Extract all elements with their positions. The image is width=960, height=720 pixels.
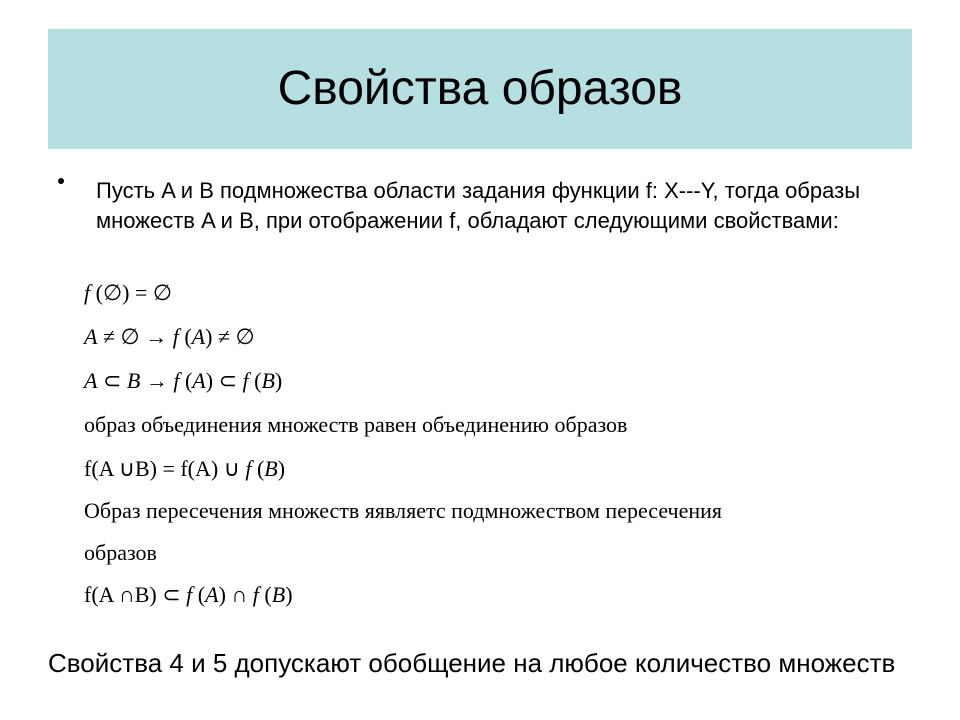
equals-symbol: = [134,280,148,305]
subset-symbol: ⊂ [218,368,238,393]
formula-subset: A ⊂ B → f (A) ⊂ f (B) [84,368,283,393]
arrow-symbol: → [145,324,168,349]
formula-nonempty: A ≠ ∅ → f (A) ≠ ∅ [84,324,255,349]
not-equal-symbol: ≠ [217,324,231,349]
union-symbol: ∪ [223,456,240,481]
subset-symbol: ⊂ [102,368,122,393]
intersection-symbol: ∩ [118,582,135,607]
empty-set-symbol: ∅ [235,324,255,349]
intro-text: Пусть A и B подмножества области задания функции f: X---Y, тогда образы множеств A и B, при отображении f, обладают следующими свойствами: [96,178,861,233]
intersection-property-text-line1: Образ пересечения множеств яявляетс подмножеством пересечения [84,498,723,523]
arrow-symbol: → [145,368,168,393]
conclusion-text: Свойства 4 и 5 допускают обобщение на любое количество множеств [48,648,896,678]
equals-symbol: = [162,456,175,481]
empty-set-symbol: ∅ [102,280,123,305]
slide-title: Свойства образов [277,62,683,115]
bullet-icon [58,178,64,184]
not-equal-symbol: ≠ [102,324,116,349]
formula-intersection: f(A ∩B) ⊂ f (A) ∩ f (B) [84,582,293,607]
union-symbol: ∪ [118,456,135,481]
formula-image-of-empty: f (∅) = ∅ [84,280,173,305]
empty-set-symbol: ∅ [152,280,173,305]
formula-union: f(A ∪B) = f(A) ∪ f (B) [84,456,286,481]
intersection-symbol: ∩ [231,582,248,607]
title-banner [48,29,912,149]
intersection-property-text-line2: образов [84,540,157,565]
empty-set-symbol: ∅ [120,324,140,349]
union-property-text: образ объединения множеств равен объединению образов [84,412,628,437]
subset-symbol: ⊂ [162,582,181,607]
